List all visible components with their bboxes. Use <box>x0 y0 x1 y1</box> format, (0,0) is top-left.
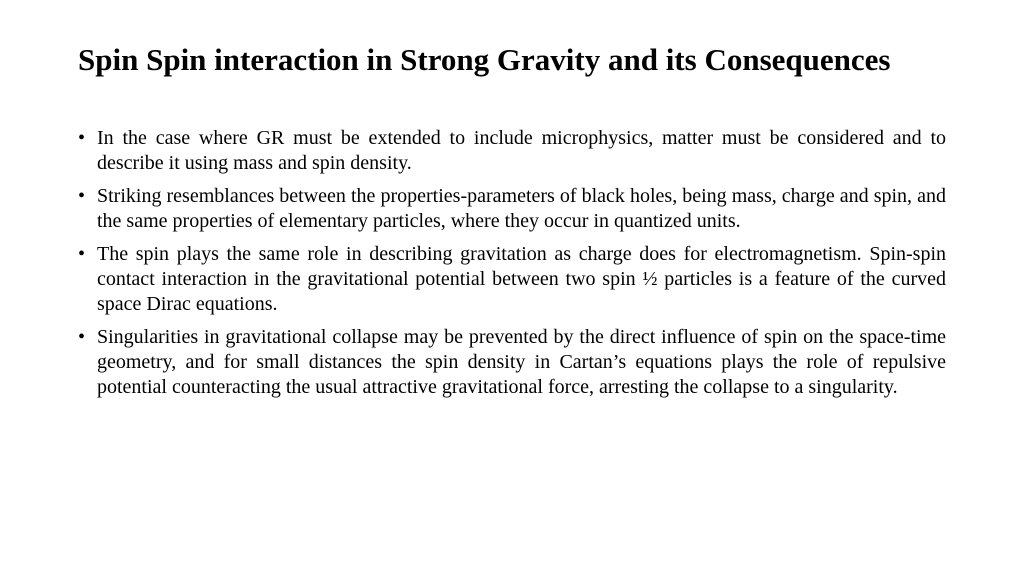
slide-title: Spin Spin interaction in Strong Gravity and its Consequences <box>78 42 891 77</box>
bullet-text: The spin plays the same role in describing gravitation as charge does for electromagnetism. Spin-spin contact interaction in the gravitational potential between two spin ½ particles is a feature of the curved space Dirac equations. <box>97 243 946 315</box>
bullet-text: Striking resemblances between the properties-parameters of black holes, being mass, charge and spin, and the same properties of elementary particles, where they occur in quantized units. <box>97 185 946 232</box>
bullet-list <box>78 126 946 408</box>
bullet-item-2 <box>78 184 946 234</box>
bullet-icon: • <box>78 326 86 348</box>
bullet-item-3 <box>78 242 946 317</box>
bullet-icon: • <box>78 127 86 149</box>
bullet-text: Singularities in gravitational collapse may be prevented by the direct influence of spin on the space-time geometry, and for small distances the spin density in Cartan’s equations plays the role of repulsive potential counteracting the usual attractive gravitational force, arresting the collapse to a singularity. <box>97 326 946 398</box>
bullet-icon: • <box>78 243 86 265</box>
bullet-item-4 <box>78 325 946 400</box>
bullet-item-1 <box>78 126 946 176</box>
bullet-icon: • <box>78 185 86 207</box>
bullet-text: In the case where GR must be extended to include microphysics, matter must be considered and to describe it using mass and spin density. <box>97 127 946 174</box>
